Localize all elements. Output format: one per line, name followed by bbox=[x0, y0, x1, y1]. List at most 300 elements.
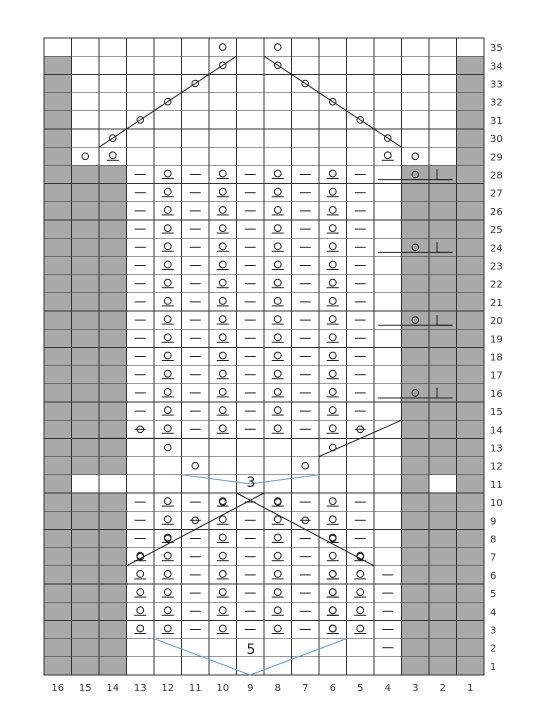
chart-cell bbox=[264, 457, 292, 475]
chart-cell bbox=[457, 38, 485, 56]
chart-cell bbox=[374, 74, 402, 92]
chart-cell bbox=[72, 93, 100, 111]
row-number: 12 bbox=[490, 461, 503, 473]
row-number: 3 bbox=[490, 625, 497, 637]
chart-cell bbox=[457, 438, 485, 456]
chart-cell bbox=[402, 639, 430, 657]
chart-cell bbox=[264, 438, 292, 456]
chart-cell bbox=[429, 366, 457, 384]
chart-cell bbox=[457, 111, 485, 129]
chart-cell bbox=[44, 639, 72, 657]
chart-cell bbox=[402, 74, 430, 92]
chart-cell bbox=[429, 256, 457, 274]
chart-cell bbox=[154, 548, 182, 566]
chart-cell bbox=[154, 493, 182, 511]
row-number-labels bbox=[490, 43, 503, 673]
chart-cell bbox=[154, 402, 182, 420]
chart-cell bbox=[154, 238, 182, 256]
chart-cell bbox=[44, 420, 72, 438]
chart-cell bbox=[99, 275, 127, 293]
chart-cell bbox=[402, 220, 430, 238]
chart-cell bbox=[402, 38, 430, 56]
row-number: 4 bbox=[490, 607, 497, 619]
chart-cell bbox=[99, 438, 127, 456]
chart-cell bbox=[319, 74, 347, 92]
chart-cell bbox=[209, 147, 237, 165]
chart-cell bbox=[347, 56, 375, 74]
chart-cell bbox=[99, 493, 127, 511]
chart-cell bbox=[209, 384, 237, 402]
chart-cell bbox=[457, 256, 485, 274]
chart-cell bbox=[72, 657, 100, 675]
chart-cell bbox=[127, 584, 155, 602]
chart-cell bbox=[319, 475, 347, 493]
chart-cell bbox=[374, 38, 402, 56]
chart-cell bbox=[72, 111, 100, 129]
chart-cell bbox=[44, 511, 72, 529]
chart-cell bbox=[72, 275, 100, 293]
row-number: 14 bbox=[490, 425, 503, 437]
chart-cell bbox=[319, 420, 347, 438]
chart-cell bbox=[72, 602, 100, 620]
chart-cell bbox=[429, 129, 457, 147]
chart-cell bbox=[429, 548, 457, 566]
chart-cell bbox=[374, 184, 402, 202]
chart-cell bbox=[319, 202, 347, 220]
chart-cell bbox=[319, 293, 347, 311]
chart-cell bbox=[154, 475, 182, 493]
column-number: 12 bbox=[161, 683, 175, 694]
row-number: 10 bbox=[490, 498, 503, 510]
chart-cell bbox=[429, 438, 457, 456]
chart-cell bbox=[99, 165, 127, 183]
chart-cell bbox=[209, 548, 237, 566]
chart-cell bbox=[209, 275, 237, 293]
chart-cell bbox=[402, 184, 430, 202]
row-number: 24 bbox=[490, 243, 503, 255]
chart-cell bbox=[429, 111, 457, 129]
row-number: 19 bbox=[490, 334, 503, 346]
chart-cell bbox=[457, 293, 485, 311]
chart-cell bbox=[319, 457, 347, 475]
chart-cell bbox=[44, 220, 72, 238]
chart-cell bbox=[99, 639, 127, 657]
chart-cell bbox=[154, 129, 182, 147]
chart-cell bbox=[154, 420, 182, 438]
chart-cell bbox=[457, 202, 485, 220]
chart-cell bbox=[429, 93, 457, 111]
chart-cell bbox=[347, 438, 375, 456]
chart-cell bbox=[457, 602, 485, 620]
row-number: 29 bbox=[490, 152, 503, 164]
chart-cell bbox=[457, 511, 485, 529]
chart-cell bbox=[72, 438, 100, 456]
chart-cell bbox=[374, 511, 402, 529]
row-number: 18 bbox=[490, 352, 503, 364]
chart-cell bbox=[72, 129, 100, 147]
chart-cell bbox=[99, 238, 127, 256]
chart-cell bbox=[72, 566, 100, 584]
chart-cell bbox=[99, 184, 127, 202]
chart-cell bbox=[99, 457, 127, 475]
chart-cell bbox=[154, 457, 182, 475]
chart-cell bbox=[209, 402, 237, 420]
row-number: 13 bbox=[490, 443, 503, 455]
row-number: 21 bbox=[490, 297, 503, 309]
chart-cell bbox=[127, 74, 155, 92]
chart-cell bbox=[209, 38, 237, 56]
chart-cell bbox=[264, 202, 292, 220]
chart-cell bbox=[429, 38, 457, 56]
chart-cell bbox=[402, 475, 430, 493]
chart-cell bbox=[237, 457, 265, 475]
chart-cell bbox=[154, 366, 182, 384]
chart-cell bbox=[72, 529, 100, 547]
row-number: 11 bbox=[490, 479, 503, 491]
chart-cell bbox=[374, 438, 402, 456]
chart-cell bbox=[429, 347, 457, 365]
chart-cell bbox=[44, 38, 72, 56]
chart-cell bbox=[44, 566, 72, 584]
chart-cell bbox=[44, 275, 72, 293]
chart-cell bbox=[154, 56, 182, 74]
chart-cell bbox=[319, 438, 347, 456]
row-number: 32 bbox=[490, 97, 503, 109]
chart-cell bbox=[457, 529, 485, 547]
chart-cell bbox=[264, 584, 292, 602]
row-number: 8 bbox=[490, 534, 497, 546]
column-number: 5 bbox=[357, 683, 364, 694]
chart-cell bbox=[374, 220, 402, 238]
chart-cell bbox=[72, 548, 100, 566]
chart-cell bbox=[154, 511, 182, 529]
chart-cell bbox=[72, 347, 100, 365]
chart-cell bbox=[429, 620, 457, 638]
row-number: 16 bbox=[490, 388, 503, 400]
chart-cell bbox=[127, 475, 155, 493]
chart-cell bbox=[374, 347, 402, 365]
chart-cell bbox=[154, 384, 182, 402]
chart-cell bbox=[44, 147, 72, 165]
chart-cell bbox=[347, 74, 375, 92]
chart-cell bbox=[457, 147, 485, 165]
chart-cell bbox=[44, 311, 72, 329]
chart-cell bbox=[209, 165, 237, 183]
chart-cell bbox=[99, 56, 127, 74]
row-number: 17 bbox=[490, 370, 503, 382]
chart-cell bbox=[237, 657, 265, 675]
chart-cell bbox=[209, 111, 237, 129]
chart-cell bbox=[127, 438, 155, 456]
chart-cell bbox=[209, 93, 237, 111]
chart-cell bbox=[319, 256, 347, 274]
chart-cell bbox=[99, 329, 127, 347]
chart-cell bbox=[402, 457, 430, 475]
chart-cell bbox=[319, 657, 347, 675]
chart-cell bbox=[402, 111, 430, 129]
chart-cell bbox=[457, 238, 485, 256]
chart-cell bbox=[44, 584, 72, 602]
chart-cell bbox=[99, 548, 127, 566]
chart-cell bbox=[44, 384, 72, 402]
chart-cell bbox=[429, 639, 457, 657]
chart-cell bbox=[99, 74, 127, 92]
chart-cell bbox=[457, 220, 485, 238]
chart-cell bbox=[209, 293, 237, 311]
row-number: 30 bbox=[490, 134, 503, 146]
chart-cell bbox=[292, 38, 320, 56]
chart-cell bbox=[127, 38, 155, 56]
chart-cell bbox=[127, 566, 155, 584]
chart-cell bbox=[72, 420, 100, 438]
chart-cell bbox=[429, 74, 457, 92]
chart-cell bbox=[457, 56, 485, 74]
chart-cell bbox=[402, 56, 430, 74]
chart-cell bbox=[72, 56, 100, 74]
chart-cell bbox=[72, 366, 100, 384]
chart-cell bbox=[154, 74, 182, 92]
chart-cell bbox=[127, 457, 155, 475]
chart-cell bbox=[292, 438, 320, 456]
chart-cell bbox=[99, 38, 127, 56]
chart-cell bbox=[209, 420, 237, 438]
chart-cell bbox=[429, 529, 457, 547]
chart-cell bbox=[402, 93, 430, 111]
chart-cell bbox=[319, 493, 347, 511]
chart-cell bbox=[374, 311, 402, 329]
chart-cell bbox=[72, 74, 100, 92]
chart-cell bbox=[264, 147, 292, 165]
chart-cell bbox=[319, 329, 347, 347]
chart-cell bbox=[374, 147, 402, 165]
chart-cell bbox=[72, 256, 100, 274]
chart-cell bbox=[44, 184, 72, 202]
chart-cell bbox=[374, 475, 402, 493]
chart-cell bbox=[319, 165, 347, 183]
chart-cell bbox=[429, 184, 457, 202]
chart-cell bbox=[457, 165, 485, 183]
chart-cell bbox=[99, 620, 127, 638]
chart-cell bbox=[99, 420, 127, 438]
chart-cell bbox=[319, 402, 347, 420]
chart-cell bbox=[44, 93, 72, 111]
chart-cell bbox=[72, 511, 100, 529]
chart-cell bbox=[44, 493, 72, 511]
chart-cell bbox=[347, 584, 375, 602]
chart-cell bbox=[127, 639, 155, 657]
chart-cell bbox=[374, 56, 402, 74]
chart-cell bbox=[347, 620, 375, 638]
chart-cell bbox=[237, 74, 265, 92]
chart-cell bbox=[402, 384, 430, 402]
chart-cell bbox=[127, 129, 155, 147]
row-number: 1 bbox=[490, 661, 497, 673]
row-number: 9 bbox=[490, 516, 497, 528]
chart-cell bbox=[374, 384, 402, 402]
chart-cell bbox=[457, 366, 485, 384]
chart-cell bbox=[209, 74, 237, 92]
chart-cell bbox=[402, 493, 430, 511]
chart-cell bbox=[99, 347, 127, 365]
chart-cell bbox=[264, 184, 292, 202]
chart-cell bbox=[292, 129, 320, 147]
chart-cell bbox=[44, 238, 72, 256]
chart-cell bbox=[99, 366, 127, 384]
row-number: 28 bbox=[490, 170, 503, 182]
chart-cell bbox=[44, 620, 72, 638]
chart-cell bbox=[72, 402, 100, 420]
chart-cell bbox=[44, 165, 72, 183]
row-number: 34 bbox=[490, 61, 503, 73]
chart-cell bbox=[402, 584, 430, 602]
chart-cell bbox=[72, 457, 100, 475]
chart-cell bbox=[347, 566, 375, 584]
chart-cell bbox=[99, 657, 127, 675]
chart-cell bbox=[374, 111, 402, 129]
row-number: 26 bbox=[490, 206, 503, 218]
chart-cell bbox=[44, 202, 72, 220]
chart-cell bbox=[374, 165, 402, 183]
chart-cell bbox=[347, 129, 375, 147]
chart-cell bbox=[154, 165, 182, 183]
chart-cell bbox=[429, 56, 457, 74]
chart-cell bbox=[374, 457, 402, 475]
chart-cell bbox=[72, 384, 100, 402]
chart-cell bbox=[209, 129, 237, 147]
row-number: 5 bbox=[490, 589, 497, 601]
chart-cell bbox=[429, 475, 457, 493]
chart-cell bbox=[154, 347, 182, 365]
chart-cell bbox=[457, 93, 485, 111]
chart-cell bbox=[264, 366, 292, 384]
column-number: 15 bbox=[78, 683, 92, 694]
chart-cell bbox=[347, 639, 375, 657]
chart-cell bbox=[374, 293, 402, 311]
chart-cell bbox=[429, 657, 457, 675]
chart-cell bbox=[264, 129, 292, 147]
chart-cell bbox=[402, 165, 430, 183]
column-number-labels bbox=[51, 683, 473, 694]
chart-cell bbox=[402, 602, 430, 620]
column-number: 14 bbox=[106, 683, 120, 694]
chart-cell bbox=[154, 256, 182, 274]
chart-cell bbox=[182, 56, 210, 74]
chart-cell bbox=[374, 329, 402, 347]
column-number: 2 bbox=[439, 683, 446, 694]
chart-cell bbox=[182, 147, 210, 165]
chart-cell bbox=[374, 202, 402, 220]
chart-cell bbox=[457, 329, 485, 347]
chart-cell bbox=[127, 620, 155, 638]
chart-cell bbox=[72, 620, 100, 638]
chart-cell bbox=[209, 529, 237, 547]
chart-cell bbox=[154, 602, 182, 620]
chart-cell bbox=[44, 475, 72, 493]
chart-cell bbox=[182, 38, 210, 56]
chart-cell bbox=[154, 184, 182, 202]
chart-cell bbox=[264, 74, 292, 92]
chart-cell bbox=[209, 493, 237, 511]
chart-cell bbox=[429, 329, 457, 347]
chart-cell bbox=[319, 548, 347, 566]
chart-cell bbox=[347, 657, 375, 675]
chart-cell bbox=[429, 384, 457, 402]
repeat-label-lower: 5 bbox=[246, 642, 256, 658]
row-number: 22 bbox=[490, 279, 503, 291]
chart-cell bbox=[402, 202, 430, 220]
column-number: 7 bbox=[302, 683, 309, 694]
chart-cell bbox=[99, 511, 127, 529]
row-number: 20 bbox=[490, 316, 503, 328]
chart-cell bbox=[154, 38, 182, 56]
chart-cell bbox=[264, 657, 292, 675]
chart-cell bbox=[209, 202, 237, 220]
chart-cell bbox=[99, 111, 127, 129]
chart-cell bbox=[347, 93, 375, 111]
chart-cell bbox=[44, 457, 72, 475]
column-number: 13 bbox=[133, 683, 147, 694]
chart-cell bbox=[264, 566, 292, 584]
chart-cell bbox=[402, 147, 430, 165]
chart-cell bbox=[72, 311, 100, 329]
chart-cell bbox=[319, 311, 347, 329]
column-number: 6 bbox=[329, 683, 336, 694]
chart-cell bbox=[292, 457, 320, 475]
chart-cell bbox=[319, 602, 347, 620]
chart-cell bbox=[99, 93, 127, 111]
chart-cell bbox=[429, 202, 457, 220]
chart-grid bbox=[44, 38, 484, 675]
chart-cell bbox=[292, 93, 320, 111]
chart-cell bbox=[457, 584, 485, 602]
chart-cell bbox=[429, 566, 457, 584]
chart-cell bbox=[319, 38, 347, 56]
chart-cell bbox=[374, 402, 402, 420]
chart-cell bbox=[429, 238, 457, 256]
chart-cell bbox=[209, 566, 237, 584]
column-number: 3 bbox=[412, 683, 419, 694]
chart-cell bbox=[209, 584, 237, 602]
row-number: 35 bbox=[490, 43, 503, 55]
chart-cell bbox=[182, 438, 210, 456]
chart-cell bbox=[237, 93, 265, 111]
chart-cell bbox=[319, 347, 347, 365]
chart-cell bbox=[319, 147, 347, 165]
chart-cell bbox=[209, 602, 237, 620]
chart-cell bbox=[209, 438, 237, 456]
chart-cell bbox=[457, 548, 485, 566]
row-number: 15 bbox=[490, 407, 503, 419]
chart-cell bbox=[72, 38, 100, 56]
chart-cell bbox=[99, 529, 127, 547]
chart-cell bbox=[319, 184, 347, 202]
chart-cell bbox=[264, 402, 292, 420]
chart-cell bbox=[264, 639, 292, 657]
chart-cell bbox=[209, 457, 237, 475]
chart-cell bbox=[209, 620, 237, 638]
chart-cell bbox=[402, 511, 430, 529]
column-number: 10 bbox=[216, 683, 230, 694]
chart-cell bbox=[99, 256, 127, 274]
chart-cell bbox=[209, 366, 237, 384]
chart-cell bbox=[402, 657, 430, 675]
chart-cell bbox=[154, 147, 182, 165]
chart-cell bbox=[264, 93, 292, 111]
chart-cell bbox=[209, 475, 237, 493]
chart-cell bbox=[402, 529, 430, 547]
chart-cell bbox=[44, 256, 72, 274]
repeat-label-upper: 3 bbox=[246, 475, 256, 491]
